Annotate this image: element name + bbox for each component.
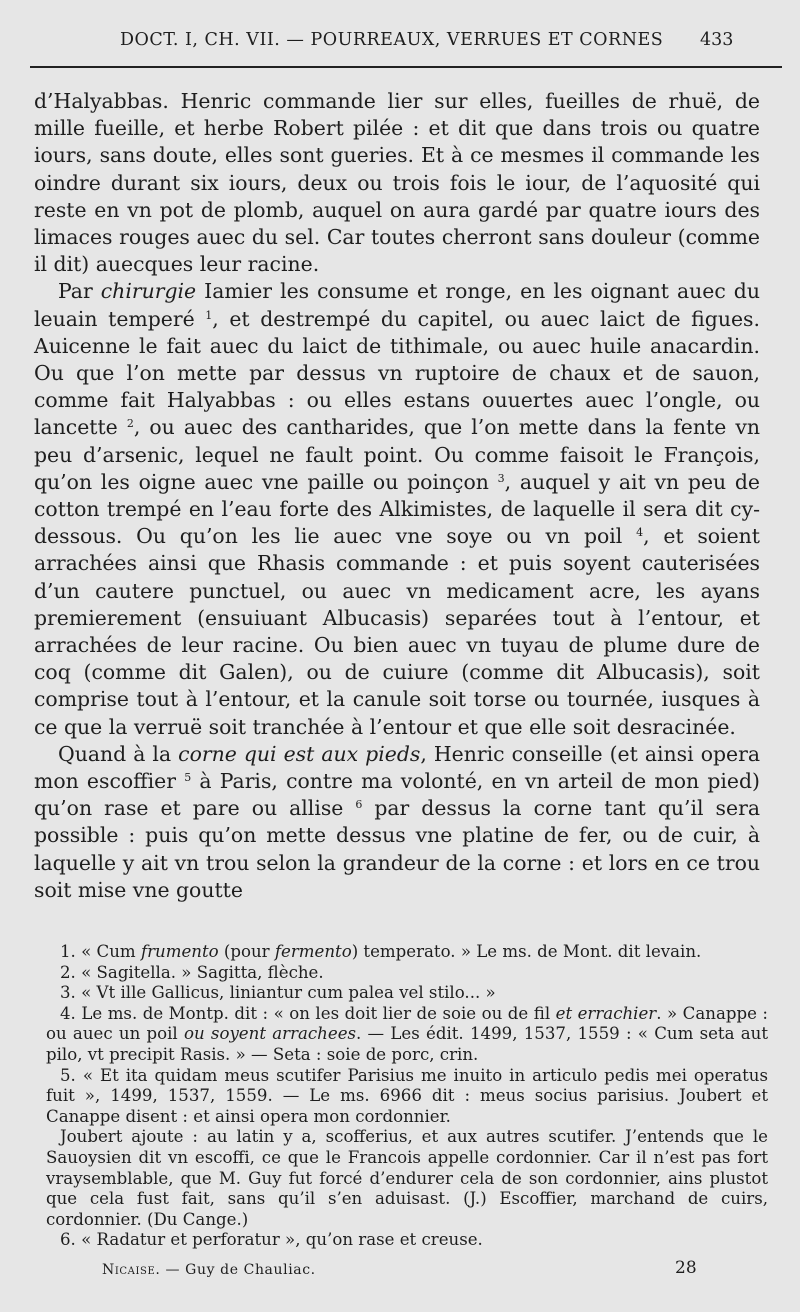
italic-term: et errachier	[555, 1003, 657, 1023]
footnote-3	[46, 983, 768, 1004]
paragraph-1: d’Halyabbas. Henric commande lier sur elles, fueilles de rhuë, de mille fueille, et herbe Robert pilée : et dit que dans trois ou quatre iours, sans doute, elles sont gueries. Et à ce mesmes il commande les oindre durant six iours, deux ou trois fois le iour, de l’aquosité qui reste en vn pot de plomb, auquel on aura gardé par quatre iours des limaces rouges auec du sel. Car toutes cherront sans douleur (comme il dit) auecques leur racine.	[34, 89, 760, 277]
footnote-text: ) temperato. » Le ms. de Mont. dit levain.	[351, 942, 702, 961]
signature-line	[102, 1262, 316, 1278]
footnote-text: « Et ita quidam meus scutifer Parisius me inuito in articulo pedis mei operatus fuit », 1499, 1537, 1559. — Le ms. 6966 dit : meus socius parisius. Joubert et Canappe disent : et ainsi opera mon cordonnier.	[46, 1065, 769, 1126]
main-text	[34, 88, 760, 904]
paragraph-text: , Henric conseille (et ainsi opera mon escoffier	[34, 741, 760, 794]
footnote-number: 1.	[60, 942, 76, 961]
footnote-2	[46, 963, 768, 984]
footnote-text: . — Les édit. 1499, 1537, 1559 : « Cum seta aut pilo, vt precipit Rasis. » — Seta : soie de porc, crin.	[46, 1024, 768, 1064]
footnote-ref-4[interactable]: 4	[636, 526, 644, 540]
paragraph-text: , et soient arrachées ainsi que Rhasis commande : et puis soyent cauterisées d’un cautere punctuel, ou auec vn medicament acre, les ayans premierement (ensuiuant Albucasis) separées tout à l’entour, et arrachées de leur racine. Ou bien auec vn tuyau de plume dure de coq (comme dit Galen), ou de cuiure (comme dit Albucasis), soit comprise tout à l’entour, et la canule soit torse ou tournée, iusques à ce que la verruë soit tranchée à l’entour et que elle soit desracinée.	[34, 524, 760, 739]
paragraph-text: Par	[58, 279, 101, 304]
footnote-text: « Cum	[81, 942, 141, 961]
footnote-text: « Vt ille Gallicus, liniantur cum palea vel stilo... »	[81, 983, 496, 1003]
footnote-number: 3.	[60, 983, 76, 1003]
footnote-5-continuation: Joubert ajoute : au latin y a, scofferius, et aux autres scutifer. J’entends que le Sauoysien dit vn escoffi, ce que le Francois appelle cordonnier. Car il n’est pas fort vraysemblable, que M. Guy fut forcé d’endurer cela de son cordonnier, ains plustot que cela fust fait, sans qu’il s’en aduisast. (J.) Escoffier, marchand de cuirs, cordonnier. (Du Cange.)	[46, 1127, 768, 1229]
paragraph-3	[34, 741, 760, 904]
footnote-ref-5[interactable]: 5	[184, 771, 192, 785]
paragraph-text: par dessus la corne tant qu’il sera possible : puis qu’on mette dessus vne platine de fer, ou de cuir, à laquelle y ait vn trou selon la grandeur de la corne : et lors en ce trou soit mise vne goutte	[34, 796, 760, 902]
footnote-number: 4.	[60, 1003, 76, 1023]
paragraph-2	[34, 278, 760, 740]
footnote-ref-6[interactable]: 6	[355, 798, 363, 812]
footnote-number: 5.	[60, 1065, 76, 1085]
footnote-6	[46, 1230, 768, 1251]
footnote-text: (pour	[218, 942, 275, 961]
footnote-1	[46, 942, 768, 963]
footnote-number: 6.	[60, 1230, 76, 1250]
footnote-4	[46, 1004, 768, 1066]
footnote-text: . » Canappe : ou auec un poil	[46, 1003, 768, 1044]
paragraph-text: Iamier les consume et ronge, en les oignant auec du leuain temperé	[34, 279, 760, 331]
paragraph-text: , auquel y ait vn peu de cotton trempé en l’eau forte des Alkimistes, de laquelle il sera dit cy-dessous. Ou qu’on les lie auec vne soye ou vn poil	[34, 469, 760, 549]
paragraph-text: , et destrempé du capitel, ou auec laict de figues. Auicenne le fait auec du laict de tithimale, ou auec huile anacardin. Ou que l’on mette par dessus vn ruptoire de chaux et de sauon, comme fait Halyabbas : ou elles estans ouuertes auec l’ongle, ou lancette	[34, 306, 760, 440]
running-title: DOCT. I, CH. VII. — POURREAUX, VERRUES ET CORNES	[120, 30, 664, 50]
italic-term: fermento	[274, 942, 352, 961]
italic-term: frumento	[140, 942, 219, 961]
italic-term: corne qui est aux pieds	[178, 741, 421, 766]
work-title: Guy de Chauliac.	[185, 1262, 316, 1278]
footnote-text: « Radatur et perforatur », qu’on rase et creuse.	[81, 1230, 483, 1250]
footnote-5	[46, 1066, 768, 1128]
page-number: 433	[700, 30, 734, 50]
page-footer	[0, 1258, 800, 1286]
paragraph-text: , ou auec des cantharides, que l’on mette dans la fente vn peu d’arsenic, lequel ne fault point. Ou comme faisoit le François, qu’on les oigne auec vne paille ou poinçon	[34, 415, 760, 494]
italic-term: chirurgie	[100, 279, 197, 304]
footnote-text: « Sagitella. » Sagitta, flèche.	[81, 962, 324, 982]
header-rule	[30, 66, 782, 68]
footnote-text: Le ms. de Montp. dit : « on les doit lier de soie ou de fil	[81, 1003, 556, 1023]
italic-term: ou soyent arrachees	[184, 1024, 357, 1044]
footnote-ref-2[interactable]: 2	[126, 417, 134, 431]
editor-name: Nicaise.	[102, 1262, 161, 1278]
footnotes	[46, 942, 768, 1251]
footnote-number: 2.	[60, 962, 76, 982]
footnote-ref-1[interactable]: 1	[205, 308, 213, 322]
paragraph-text: à Paris, contre ma volonté, en vn arteil de mon pied) qu’on rase et pare ou allise	[34, 769, 761, 821]
footnote-ref-3[interactable]: 3	[497, 471, 505, 485]
page-header	[0, 30, 800, 60]
signature-separator: —	[165, 1262, 181, 1278]
sheet-number: 28	[675, 1258, 697, 1278]
paragraph-text: Quand à la	[58, 741, 179, 766]
